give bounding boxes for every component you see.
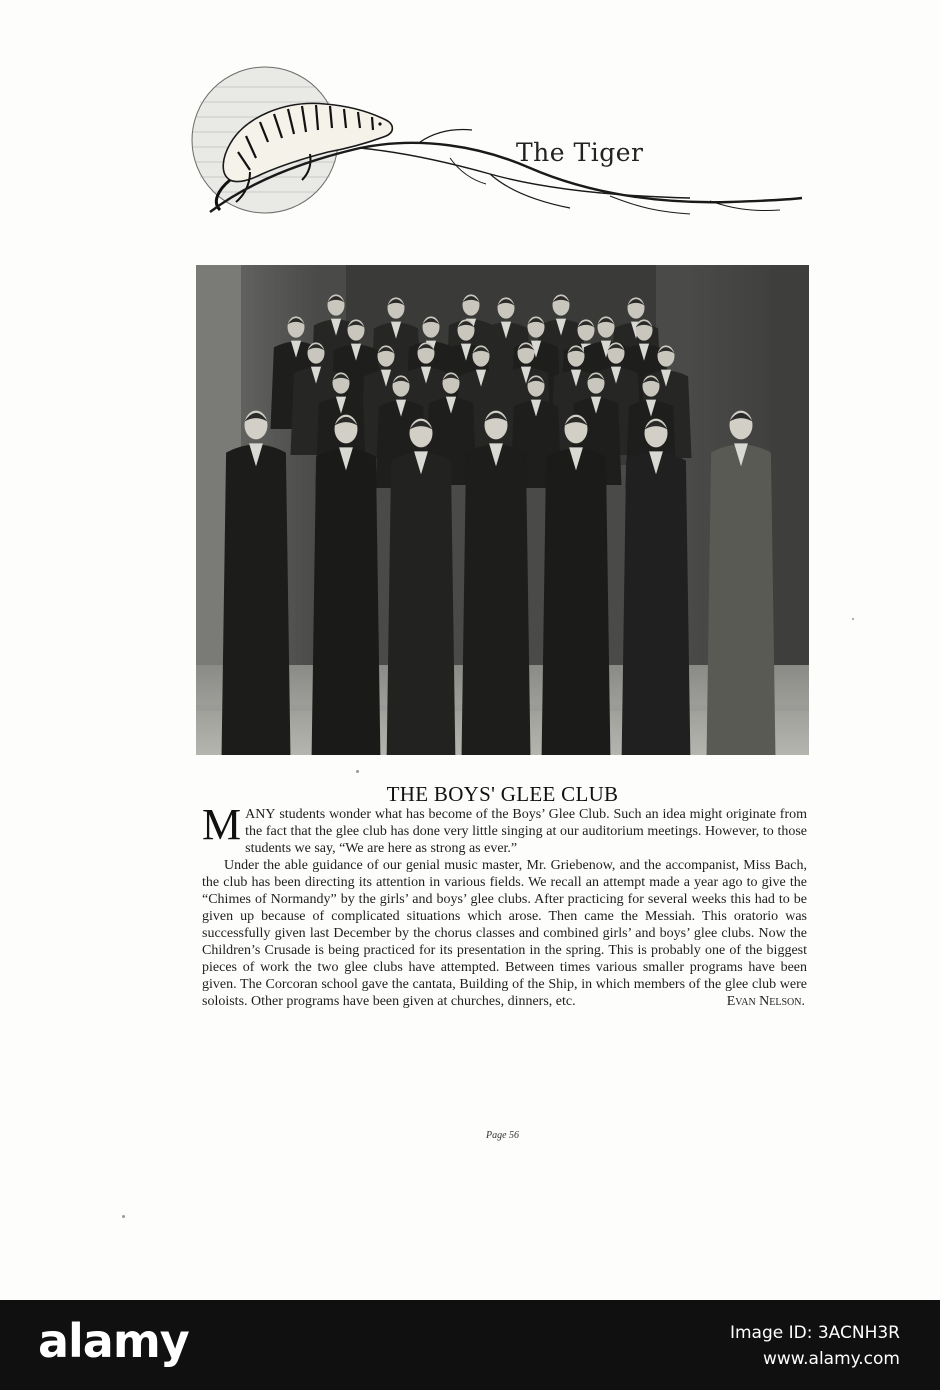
club-member-figure bbox=[462, 411, 531, 755]
article-author: Evan Nelson. bbox=[726, 994, 805, 1009]
club-member-figure bbox=[387, 419, 456, 755]
club-member-figure bbox=[542, 415, 611, 755]
article-title: THE BOYS' GLEE CLUB bbox=[386, 782, 619, 806]
club-member-figure bbox=[312, 415, 381, 755]
glee-club-group-photo bbox=[196, 265, 809, 755]
group-photo-image bbox=[196, 265, 809, 755]
club-member-figure bbox=[622, 419, 691, 755]
lead-caps: ANY bbox=[245, 807, 276, 822]
club-member-figure bbox=[222, 411, 291, 755]
article-body bbox=[202, 800, 807, 1010]
article-paragraph-1 bbox=[202, 800, 807, 857]
article-paragraph-2 bbox=[202, 857, 807, 1010]
paper-speck bbox=[356, 770, 359, 773]
stock-logo: alamy bbox=[38, 1314, 189, 1368]
paragraph-1-text: students wonder what has become of the Boys’ Glee Club. Such an idea might originate from the fact that the glee club has done very little singing at our auditorium meetings. However, to those students we say, “We are here as strong as ever.” bbox=[245, 807, 807, 856]
paragraph-2-text: Under the able guidance of our genial music master, Mr. Griebenow, and the accompanist, Miss Bach, the club has been directing its attention in various fields. We recall an attempt made a year ago to give the “Chimes of Normandy” by the girls’ and boys’ glee clubs. After practicing for several weeks this had to be given up because of complicated situations which arose. Then came the Messiah. This oratorio was successfully given last December by the chorus classes and combined girls’ and boys’ glee clubs. Now the Children’s Crusade is being practiced for its presentation in the spring. This is probably one of the biggest pieces of work the two glee clubs have attempted. Between times various smaller programs have been given. The Corcoran school gave the cantata, Building of the Ship, in which members of the glee club were soloists. Other programs have been given at churches, dinners, etc. bbox=[202, 858, 807, 1009]
stock-site-url: www.alamy.com bbox=[762, 1349, 900, 1369]
paper-speck bbox=[122, 1215, 125, 1218]
stock-image-info bbox=[730, 1320, 900, 1372]
stock-image-id: Image ID: 3ACNH3R bbox=[729, 1323, 900, 1343]
page-number: Page 56 bbox=[485, 1130, 520, 1141]
club-member-figure bbox=[707, 411, 776, 755]
stock-watermark-band bbox=[0, 1300, 940, 1390]
publication-title: The Tiger bbox=[516, 138, 644, 167]
tiger-vignette-illustration bbox=[190, 62, 810, 222]
drop-cap: M bbox=[202, 800, 242, 849]
paper-speck bbox=[852, 618, 854, 620]
